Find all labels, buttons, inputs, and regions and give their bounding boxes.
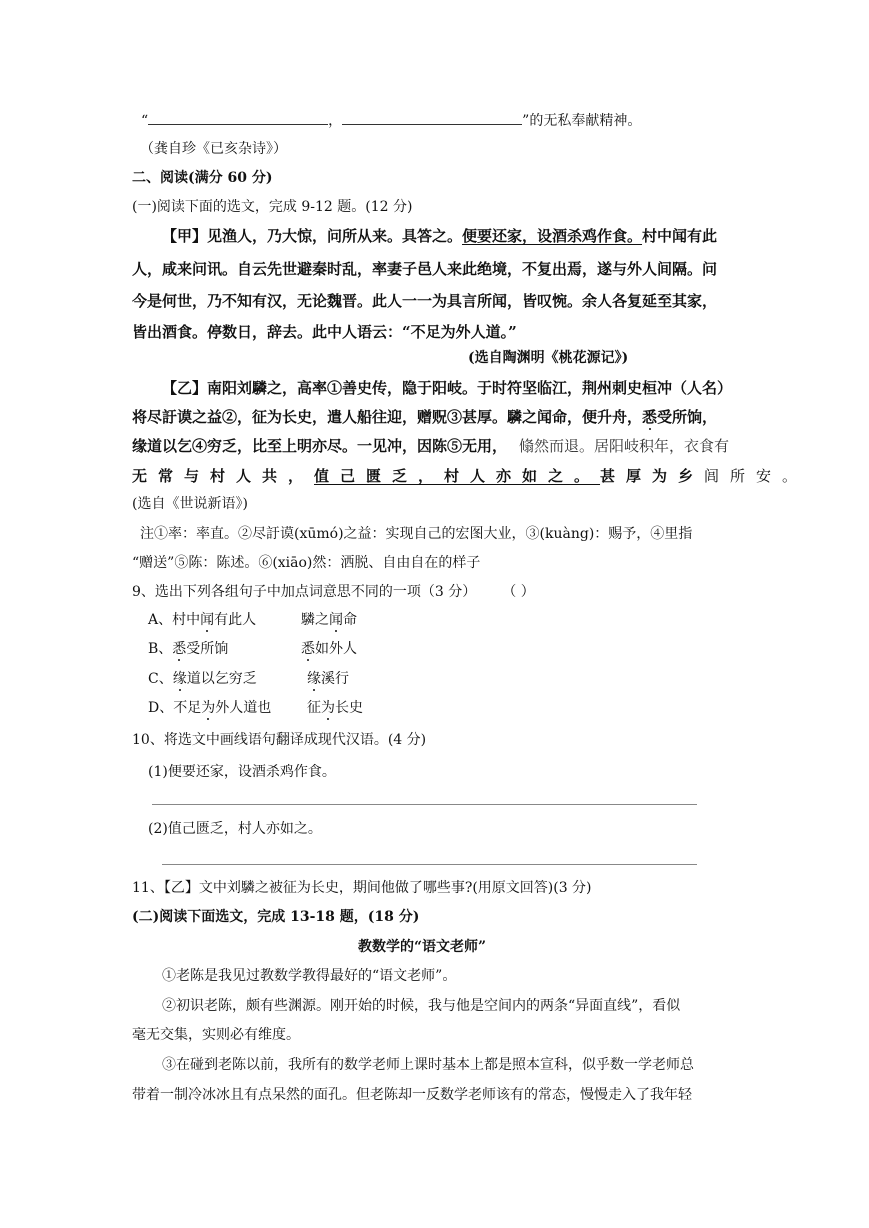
passage-jia-line-1: 【甲】见渔人，乃大惊，问所从来。具答之。便要还家，设酒杀鸡作食。村中闻有此: [162, 227, 718, 245]
dotted-char: 悉: [642, 408, 658, 426]
article-title: 教数学的“语文老师”: [358, 939, 487, 955]
passage-jia-line-4: 皆出酒食。停数日，辞去。此中人语云：“不足为外人道。”: [132, 323, 517, 341]
answer-blank-2[interactable]: [342, 110, 522, 125]
question-9-option-b-pair: 悉如外人: [301, 641, 357, 657]
question-9-option-a[interactable]: A、村中闻有此人: [148, 612, 257, 628]
poem-fill-line: “ ， ”的无私奉献精神。: [141, 110, 641, 131]
article-paragraph-3-line-2: 带着一制冷冰冰且有点呆然的面孔。但老陈却一反数学老师该有的常态，慢慢走入了我年轻: [132, 1087, 692, 1103]
underlined-sentence-1: 便要还家，设酒杀鸡作食。: [462, 227, 643, 245]
passage-yi-line-1: 【乙】南阳刘驎之，高率①善史传，隐于阳岐。于时符坚临江，荆州刺史桓冲（人名）: [162, 379, 733, 397]
article-paragraph-1: ①老陈是我见过教数学教得最好的“语文老师”。: [162, 968, 457, 984]
passage-jia-line-2: 人，咸来问讯。自云先世避秦时乱，率妻子邑人来此绝境，不复出焉，遂与外人间隔。问: [132, 260, 718, 278]
answer-paren[interactable]: （ ）: [502, 584, 535, 600]
passage-jia-source: (选自陶渊明《桃花源记》): [468, 350, 629, 366]
article-paragraph-2-line-2: 毫无交集，实则必有维度。: [132, 1027, 300, 1043]
passage-yi-line-3: 缘道以乞④穷乏，比至上明亦尽。一见冲，因陈⑤无用， 翛然而退。居阳岐积年，衣食有: [132, 437, 730, 455]
underlined-sentence-2: 值己匮乏，村人亦如之。: [314, 467, 601, 485]
question-9-option-c-pair: 缘溪行: [307, 671, 349, 687]
question-9-option-a-pair: 驎之闻命: [301, 612, 357, 628]
question-11-stem: 11、【乙】文中刘驎之被征为长史，期间他做了哪些事?(用原文回答)(3 分): [132, 880, 592, 896]
article-paragraph-3-line-1: ③在碰到老陈以前，我所有的数学老师上课时基本上都是照本宣科，似乎数一学老师总: [162, 1057, 694, 1073]
passage-yi-source: (选自《世说新语》): [132, 496, 248, 512]
annotation-line-2: “赠送”⑤陈：陈述。⑥(xiāo)然：洒脱、自由自在的样子: [132, 555, 481, 571]
answer-line-1[interactable]: [152, 804, 697, 805]
answer-blank-1[interactable]: [148, 110, 328, 125]
passage-yi-line-4: 无常与村人共，值己匮乏，村人亦如之。甚厚为乡闾所安。: [132, 467, 809, 485]
passage-jia-line-3: 今是何世，乃不知有汉，无论魏晋。此人一一为具言所闻，皆叹惋。余人各复延至其家，: [132, 292, 718, 310]
question-9-option-d[interactable]: D、不足为外人道也: [148, 700, 272, 716]
question-10-sentence-2: (2)值己匮乏，村人亦如之。: [148, 821, 322, 837]
section-heading: 二、阅读(满分 60 分): [132, 170, 273, 186]
passage-yi-line-2: 将尽訏谟之益②，征为长史，遣人船往迎，赠贶③甚厚。驎之闻命，便升舟，悉受所饷，: [132, 408, 718, 426]
part1-instruction: (一)阅读下面的选文，完成 9-12 题。(12 分): [132, 199, 413, 215]
poem-source: （龚自珍《已亥杂诗》）: [140, 141, 287, 157]
answer-line-2[interactable]: [162, 864, 697, 865]
annotation-line-1: 注①率：率直。②尽訏谟(xūmó)之益：实现自己的宏图大业，③(kuàng)：赐予，④里指: [140, 526, 693, 542]
part2-instruction: (二)阅读下面选文，完成 13-18 题，(18 分): [132, 909, 420, 925]
question-10-stem: 10、将选文中画线语句翻译成现代汉语。(4 分): [132, 732, 427, 748]
question-10-sentence-1: (1)便要还家，设酒杀鸡作食。: [148, 764, 336, 780]
article-paragraph-2-line-1: ②初识老陈，颇有些渊源。刚开始的时候，我与他是空间内的两条“异面直线”，看似: [162, 998, 681, 1014]
question-9-option-b[interactable]: B、悉受所饷: [148, 641, 229, 657]
question-9-option-c[interactable]: C、缘道以乞穷乏: [148, 671, 257, 687]
question-9-stem: 9、选出下列各组句子中加点词意思不同的一项（3 分） （ ）: [132, 584, 535, 600]
question-9-option-d-pair: 征为长史: [307, 700, 363, 716]
